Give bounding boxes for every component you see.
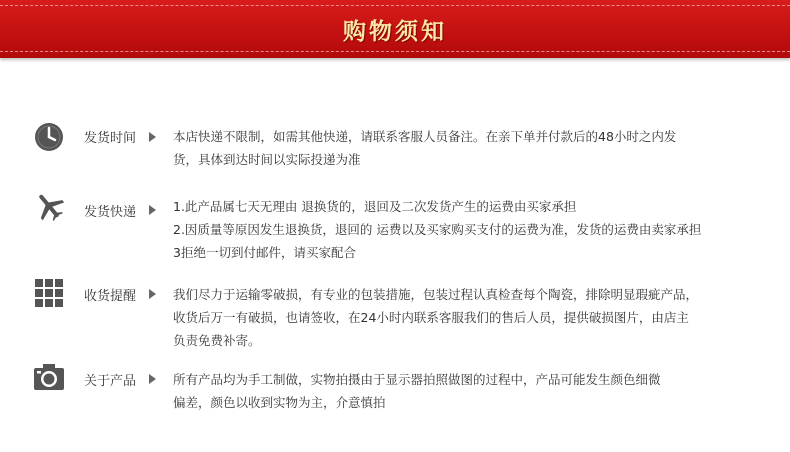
label-arrow-icon — [149, 132, 156, 142]
section-text — [173, 368, 748, 414]
label-arrow-icon — [149, 205, 156, 215]
section-label: 关于产品 — [84, 374, 137, 389]
text-line: 收货后万一有破损，也请签收，在24小时内联系客服我们的售后人员，提供破损图片，由店主 — [173, 310, 689, 325]
text-line: 偏差，颜色以收到实物为主，介意慎拍 — [173, 395, 386, 410]
grid-icon — [33, 277, 65, 309]
text-line: 1.此产品属七天无理由 退换货的，退回及二次发货产生的运费由买家承担 — [173, 199, 577, 214]
title-banner — [0, 0, 790, 58]
label-arrow-icon — [149, 374, 156, 384]
text-line: 3拒绝一切到付邮件，请买家配合 — [173, 245, 356, 260]
camera-icon — [33, 361, 65, 393]
airplane-icon — [33, 190, 65, 222]
banner-stitch-top — [0, 5, 790, 6]
banner-stitch-bottom — [0, 51, 790, 52]
text-line: 所有产品均为手工制做，实物拍摄由于显示器拍照做图的过程中，产品可能发生颜色细微 — [173, 372, 661, 387]
section-label: 发货时间 — [84, 131, 137, 146]
page-title: 购物须知 — [343, 19, 447, 45]
section-text — [173, 283, 748, 352]
text-line: 2.因质量等原因发生退换货，退回的 运费以及买家购买支付的运费为准，发货的运费由卖家承担 — [173, 222, 702, 237]
text-line: 货，具体到达时间以实际投递为准 — [173, 152, 361, 167]
text-line: 负责免费补寄。 — [173, 333, 261, 348]
section-text — [173, 125, 748, 171]
label-arrow-icon — [149, 289, 156, 299]
text-line: 我们尽力于运输零破损，有专业的包装措施，包装过程认真检查每个陶瓷，排除明显瑕疵产品， — [173, 287, 699, 302]
clock-icon — [33, 121, 65, 153]
section-text — [173, 195, 748, 264]
section-label: 发货快递 — [84, 205, 137, 220]
text-line: 本店快递不限制，如需其他快递，请联系客服人员备注。在亲下单并付款后的48小时之内发 — [173, 129, 677, 144]
section-label: 收货提醒 — [84, 289, 137, 304]
